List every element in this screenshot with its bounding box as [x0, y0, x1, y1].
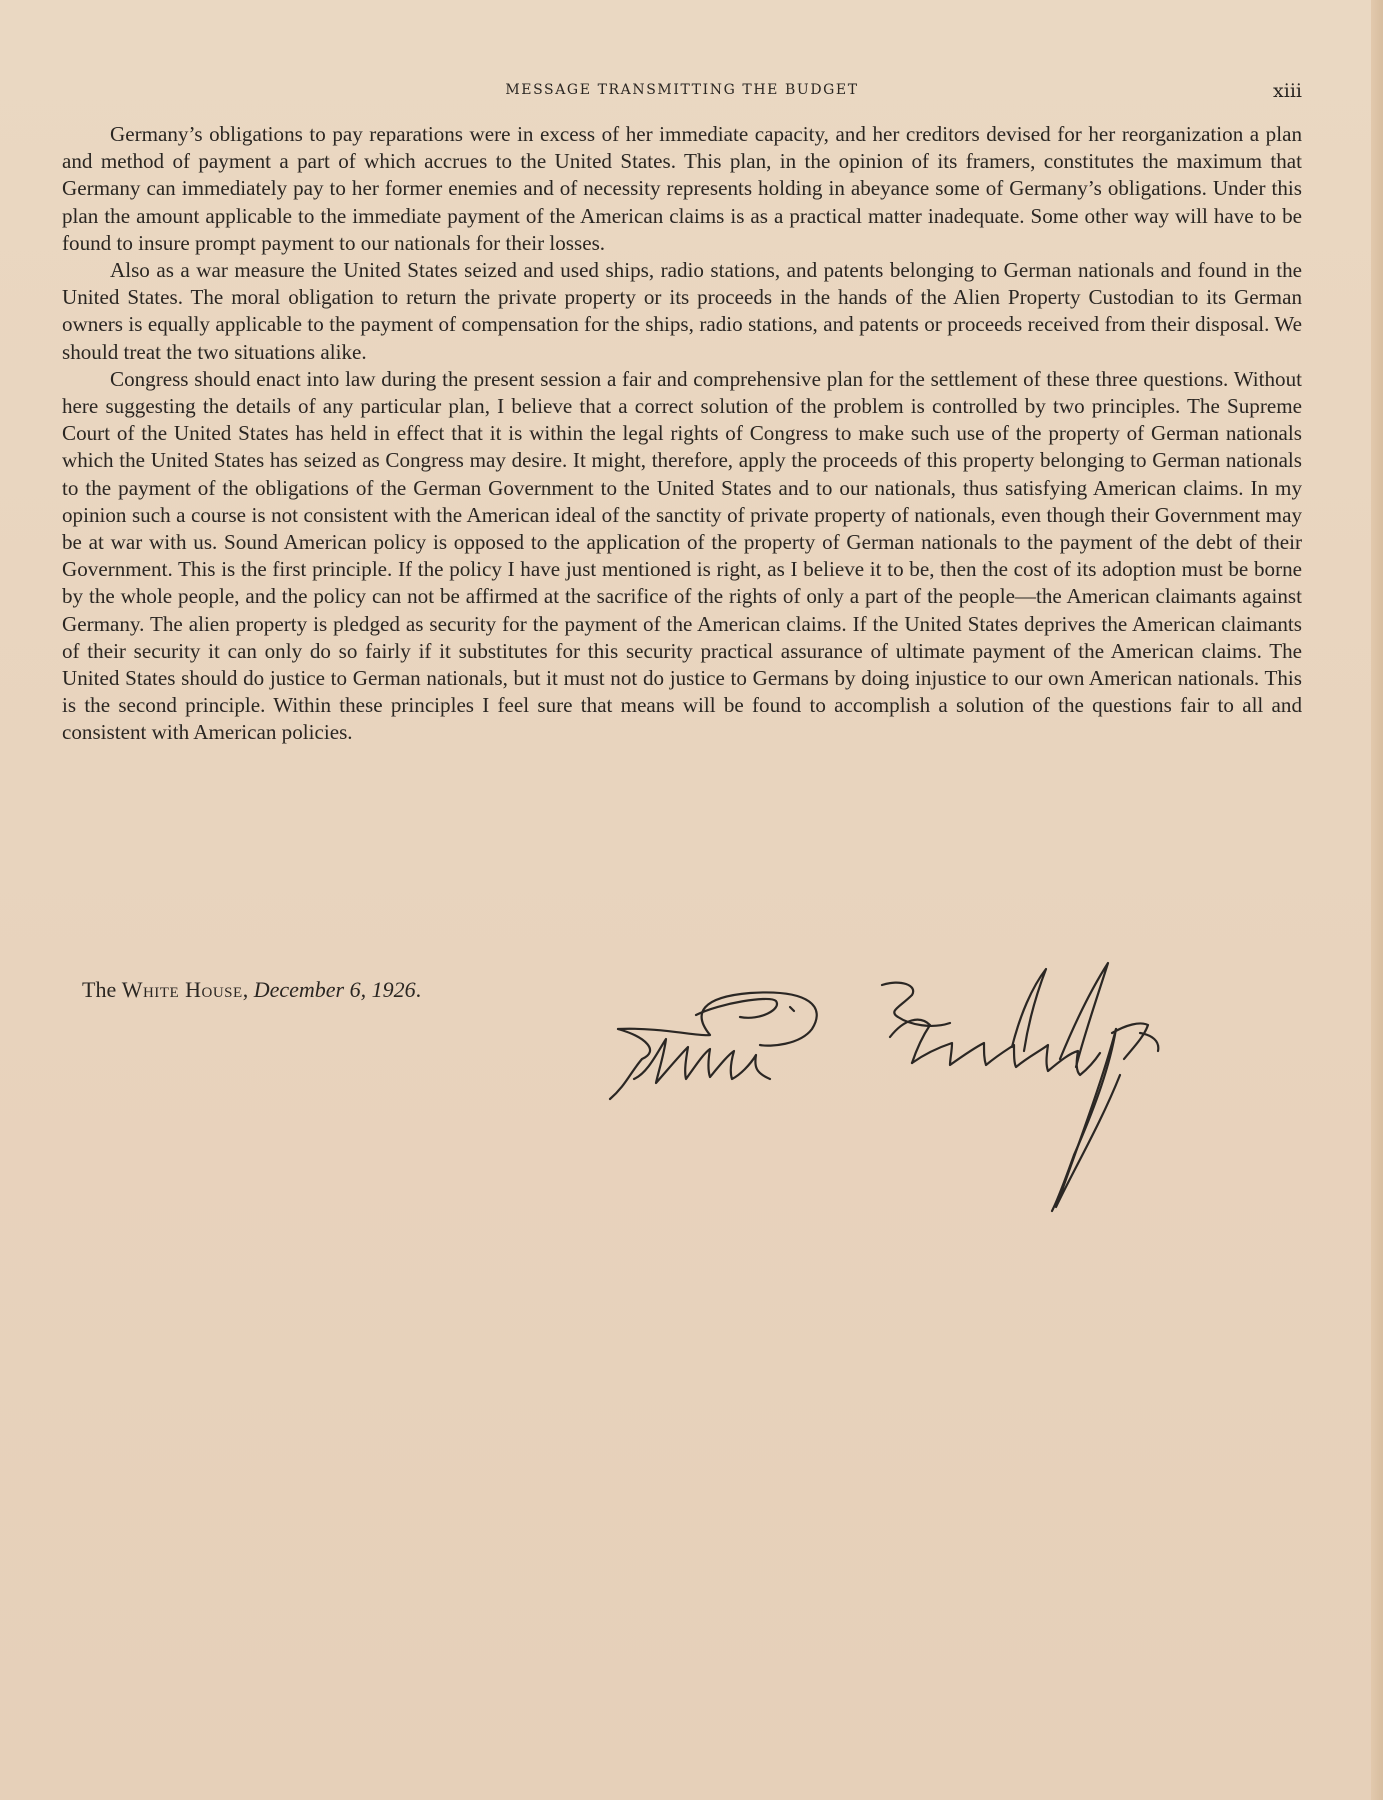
dateline — [82, 977, 421, 1003]
running-title: MESSAGE TRANSMITTING THE BUDGET — [505, 82, 859, 98]
dateline-date: December 6, 1926 — [253, 977, 416, 1002]
paragraph-reparations: Germany’s obligations to pay reparations were in excess of her immediate capacity, and her creditors devised for her reorganization a plan and method of payment a part of which accrues to the United States. This plan, in the opinion of its framers, constitutes the maximum that Germany can immediately pay to her former enemies and of necessity represents holding in abeyance some of Germany’s obligations. Under this plan the amount applicable to the immediate payment of the American claims is as a practical matter inadequate. Some other way will have to be found to insure prompt payment to our nationals for their losses. — [62, 122, 1302, 255]
dateline-place: White House — [121, 977, 243, 1002]
dateline-separator: , — [242, 977, 254, 1002]
dateline-end: . — [415, 977, 422, 1002]
dateline-prefix: The — [82, 977, 122, 1002]
page-number: xiii — [1273, 80, 1302, 102]
page-header — [62, 80, 1302, 106]
page-edge — [1371, 0, 1383, 1800]
paragraph-principles: Congress should enact into law during the present session a fair and comprehensive plan for the settlement of these three questions. Without here suggesting the details of any particular plan, I believe that a correct solution of the problem is controlled by two principles. The Supreme Court of the United States has held in effect that it is within the legal rights of Congress to make such use of the property of German nationals which the United States has seized as Congress may desire. It might, therefore, apply the proceeds of this property belonging to German nationals to the payment of the obligations of the German Government to the United States and to our nationals, thus satisfying American claims. In my opinion such a course is not consistent with the American ideal of the sanctity of private property of nationals, even though their Government may be at war with us. Sound American policy is opposed to the application of the property of German nationals to the payment of the debt of their Government. This is the first principle. If the policy I have just mentioned is right, as I believe it to be, then the cost of its adoption must be borne by the whole people, and the policy can not be affirmed at the sacrifice of the rights of only a part of the people—the American claimants against Germany. The alien property is pledged as security for the payment of the American claims. If the United States deprives the American claimants of their security it can only do so fairly if it substitutes for this security practical assurance of ultimate payment of the American claims. The United States should do justice to German nationals, but it must not do justice to Germans by doing injustice to our own American nationals. This is the second principle. Within these principles I feel sure that means will be found to accomplish a solution of the questions fair to all and consistent with American policies. — [62, 366, 1302, 745]
body-text — [62, 121, 1302, 747]
signature — [600, 955, 1260, 1255]
paragraph-seized-property: Also as a war measure the United States seized and used ships, radio stations, and patents belonging to German nationals and found in the United States. The moral obligation to return the private property or its proceeds in the hands of the Alien Property Custodian to its German owners is equally applicable to the payment of compensation for the ships, radio stations, and patents or proceeds received from their disposal. We should treat the two situations alike. — [62, 258, 1302, 364]
signature-strokes — [610, 963, 1158, 1211]
